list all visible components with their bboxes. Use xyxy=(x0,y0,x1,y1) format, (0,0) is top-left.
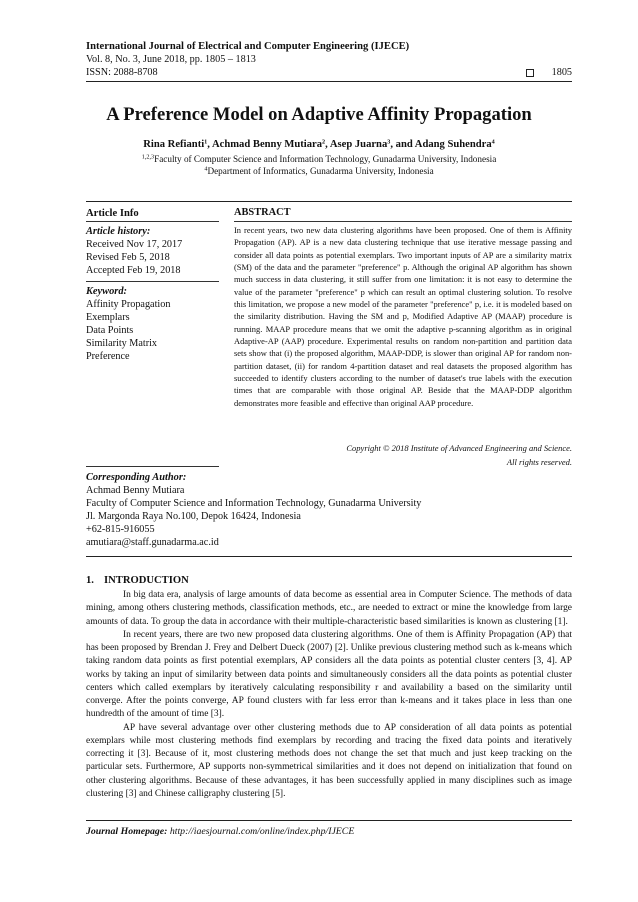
keyword-heading: Keyword: xyxy=(86,286,127,297)
abstract-heading: ABSTRACT xyxy=(234,207,291,218)
copyright-line: Copyright © 2018 Institute of Advanced Engineering and Science. xyxy=(346,443,572,453)
author-mark: 1 xyxy=(204,138,208,146)
keyword-item: Similarity Matrix xyxy=(86,338,158,349)
affiliation-2 xyxy=(60,166,578,176)
author-mark: 2 xyxy=(322,138,326,146)
affiliation-1 xyxy=(60,154,578,164)
rights-line: All rights reserved. xyxy=(506,457,572,467)
affiliation-text: Department of Informatics, Gunadarma University, Indonesia xyxy=(207,166,434,176)
abstract-text: In recent years, two new data clustering algorithms have been proposed. One of them is Affinity Propagation (AP). AP is a new data clustering technique that use iterative message passing and consider all data points as potential exemplars. Two important inputs of AP are a similarity matrix (SM) of the data and the parameter "preference" p. Although the original AP algorithm has shown much success in data clustering, it still suffer from one limitation: it is not easy to determine the value of the parameter "preference" p which can result an optimal clustering solution. To resolve this limitation, we propose a new model of the parameter "preference" p, i.e. it is modeled based on the similarity distribution. Having the SM and p, Modified Adaptive AP (MAAP) procedure is running. MAAP procedure means that we omit the adaptive p-scanning algorithm as in original Adaptive-AP (AAP) procedure. Experimental results on random non-partition and partition data sets show that (i) the proposed algorithm, MAAP-DDP, is slower than original AP for random non-partition dataset, (ii) for random 4-partition dataset and real datasets the proposed algorithm has succeeded to identify clusters according to the number of dataset's true labels with the execution times that are comparable with those original AP. Beside that the MAAP-DDP algorithm demonstrates more feasible and effective than original AAP procedure. xyxy=(234,225,572,408)
info-top-rule xyxy=(86,201,572,202)
paragraph: In recent years, there are two new proposed data clustering algorithms. One of them is Affinity Propagation (AP) that has been proposed by Brendan J. Frey and Delbert Dueck (2007) [2]. Unlike previous clustering method such as k-means which taking random data points as first potential exemplars, AP considers all the data points as potential cluster centers [3, 4]. AP works by taking an input of similarity between data points and simultaneously considers all the data points as potential cluster centers which called exemplars by iteratively calculating responsibility r and availability a based on the similarity until converge. After the points converge, AP found clusters with far less error than k-means and it takes place in less than one hundredth of the amount of time [3]. xyxy=(86,629,572,720)
author-mark: 4 xyxy=(491,138,495,146)
accepted-date: Accepted Feb 19, 2018 xyxy=(86,265,181,276)
author-name: Achmad Benny Mutiara xyxy=(211,139,323,150)
page-number: 1805 xyxy=(551,67,572,78)
affiliation-mark: 4 xyxy=(204,165,208,173)
homepage-label: Journal Homepage: xyxy=(86,826,168,837)
author-name: Rina Refianti xyxy=(143,139,205,150)
info-bottom-rule xyxy=(86,556,572,557)
corresponding-heading: Corresponding Author: xyxy=(86,472,187,483)
section-heading xyxy=(86,575,189,586)
corresponding-email: amutiara@staff.gunadarma.ac.id xyxy=(86,537,219,548)
keyword-item: Preference xyxy=(86,351,130,362)
header-rule xyxy=(86,81,572,82)
revised-date: Revised Feb 5, 2018 xyxy=(86,252,170,263)
volume-info: Vol. 8, No. 3, June 2018, pp. 1805 – 1813 xyxy=(86,54,256,65)
corresponding-phone: +62-815-916055 xyxy=(86,524,155,535)
keywords-block xyxy=(86,285,219,363)
history-heading: Article history: xyxy=(86,226,151,237)
author-name: and Adang Suhendra xyxy=(395,139,492,150)
paper-title: A Preference Model on Adaptive Affinity Propagation xyxy=(106,104,532,125)
paragraph: AP have several advantage over other clustering methods due to AP consideration of all data points as potential exemplars while most clustering methods find exemplars by recording and tracing the fixed data points and iteratively correcting it [3]. Because of it, most clustering methods does not change the set that much and just keep tracking on the particular sets. Furthermore, AP supports non-symmetrical similarities and it does not depend on initialization that found on other clustering algorithms. Because of these advantages, it has been successfully applied in many disciplines such as image clustering [3] and Chinese calligraphy clustering [5]. xyxy=(86,722,572,799)
author-mark: 3 xyxy=(387,138,391,146)
keyword-item: Exemplars xyxy=(86,312,130,323)
issn: ISSN: 2088-8708 xyxy=(86,67,158,78)
homepage-url[interactable]: http://iaesjournal.com/online/index.php/IJECE xyxy=(169,826,355,837)
author-list: Rina Refianti$^1$, Achmad Benny Mutiara$^2$, Asep Juarna$^3$, and Adang Suhendra$^4$ xyxy=(143,138,495,150)
footer-rule xyxy=(86,820,572,821)
running-header xyxy=(86,40,572,79)
abstract-rule xyxy=(234,221,572,222)
corresponding-address: Jl. Margonda Raya No.100, Depok 16424, Indonesia xyxy=(86,511,301,522)
article-history xyxy=(86,225,219,277)
corresponding-rule xyxy=(86,466,219,467)
introduction-body xyxy=(86,589,572,801)
affiliation-text: Faculty of Computer Science and Information Technology, Gunadarma University, Indonesia xyxy=(154,154,497,164)
section-number: 1. xyxy=(86,575,94,586)
history-rule xyxy=(86,281,219,282)
paragraph: In big data era, analysis of large amounts of data become as essential area in Computer Science. The methods of data mining, among others clustering methods, classification methods, etc., are needed to extract or mine the knowledge from large amounts of data. To group the data in accordance with their multiple-characteristic based similarities is known as clustering [1]. xyxy=(86,590,572,627)
keyword-item: Affinity Propagation xyxy=(86,299,171,310)
received-date: Received Nov 17, 2017 xyxy=(86,239,183,250)
corresponding-author xyxy=(86,471,572,549)
article-info-rule xyxy=(86,221,219,222)
author-name: Asep Juarna xyxy=(329,139,388,150)
square-icon xyxy=(526,69,534,77)
journal-homepage xyxy=(86,826,354,837)
affiliation-mark: 1,2,3 xyxy=(141,153,155,161)
journal-name: International Journal of Electrical and Computer Engineering (IJECE) xyxy=(86,41,410,52)
corresponding-name: Achmad Benny Mutiara xyxy=(86,485,185,496)
article-info-heading: Article Info xyxy=(86,208,139,219)
section-title: INTRODUCTION xyxy=(104,575,189,586)
keyword-item: Data Points xyxy=(86,325,134,336)
corresponding-faculty: Faculty of Computer Science and Information Technology, Gunadarma University xyxy=(86,498,422,509)
